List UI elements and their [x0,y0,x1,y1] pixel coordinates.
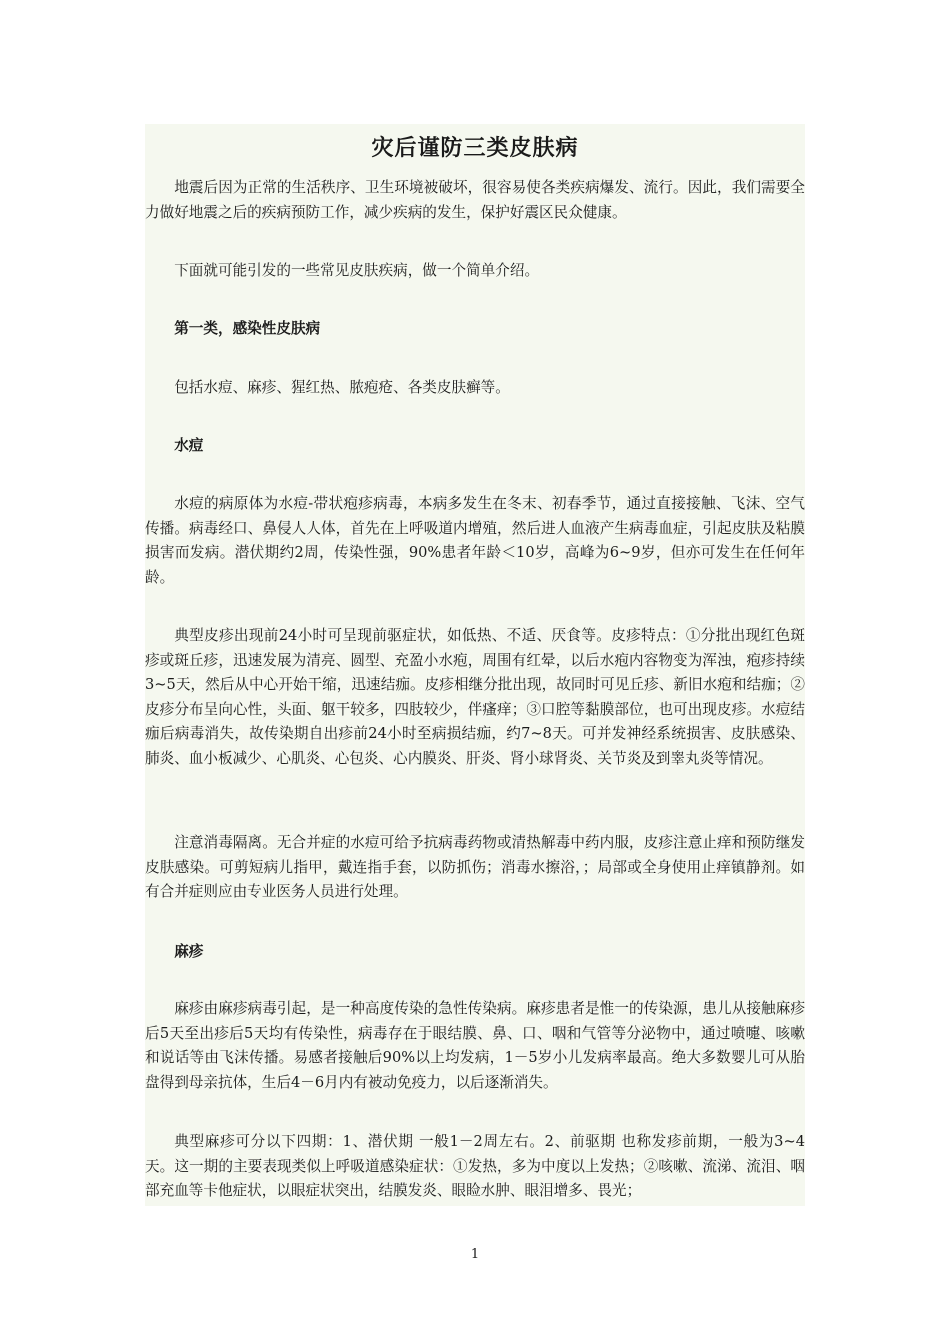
subheading-chickenpox: 水痘 [174,437,204,454]
intro-note-paragraph: 下面就可能引发的一些常见皮肤疾病，做一个简单介绍。 [174,262,540,279]
infectious-list-paragraph: 包括水痘、麻疹、猩红热、脓疱疮、各类皮肤癣等。 [174,379,510,396]
intro-paragraph: 地震后因为正常的生活秩序、卫生环境被破坏，很容易使各类疾病爆发、流行。因此，我们需要全力做好地震之后的疾病预防工作，减少疾病的发生，保护好震区民众健康。 [145,179,805,221]
document-title: 灾后谨防三类皮肤病 [371,135,579,161]
section-heading-infectious: 第一类，感染性皮肤病 [174,320,321,337]
subheading-measles: 麻疹 [174,943,204,960]
chickenpox-symptoms-paragraph: 典型皮疹出现前24小时可呈现前驱症状，如低热、不适、厌食等。皮疹特点：①分批出现红色斑疹或斑丘疹，迅速发展为清亮、圆型、充盈小水疱，周围有红晕，以后水疱内容物变为浑浊，疱疹持续3~5天，然后从中心开始干缩，迅速结痂。皮疹相继分批出现，故同时可见丘疹、新旧水疱和结痂；②皮疹分布呈向心性，头面、躯干较多，四肢较少，伴瘙痒；③口腔等黏膜部位，也可出现皮疹。水痘结痂后病毒消失，故传染期自出疹前24小时至病损结痂，约7~8天。可并发神经系统损害、皮肤感染、肺炎、血小板减少、心肌炎、心包炎、心内膜炎、肝炎、肾小球肾炎、关节炎及到睾丸炎等情况。 [145,627,805,767]
chickenpox-cause-paragraph: 水痘的病原体为水痘-带状疱疹病毒，本病多发生在冬末、初春季节，通过直接接触、飞沫、空气传播。病毒经口、鼻侵人人体，首先在上呼吸道内增殖，然后进人血液产生病毒血症，引起皮肤及粘膜损害而发病。潜伏期约2周，传染性强，90%患者年龄＜10岁，高峰为6~9岁，但亦可发生在任何年龄。 [145,495,805,586]
measles-stages-paragraph: 典型麻疹可分以下四期：1、潜伏期 一般1－2周左右。2、前驱期 也称发疹前期，一般为3~4天。这一期的主要表现类似上呼吸道感染症状：①发热，多为中度以上发热；②咳嗽、流涕、流泪、咽部充血等卡他症状，以眼症状突出，结膜发炎、眼睑水肿、眼泪增多、畏光； [145,1133,805,1199]
page-number: 1 [470,1247,480,1262]
document-page [145,124,805,1206]
chickenpox-treatment-paragraph: 注意消毒隔离。无合并症的水痘可给予抗病毒药物或清热解毒中药内服，皮疹注意止痒和预防继发皮肤感染。可剪短病儿指甲，戴连指手套，以防抓伤；消毒水擦浴，；局部或全身使用止痒镇静剂。如有合并症则应由专业医务人员进行处理。 [145,834,805,900]
measles-cause-paragraph: 麻疹由麻疹病毒引起，是一种高度传染的急性传染病。麻疹患者是惟一的传染源，患儿从接触麻疹后5天至出疹后5天均有传染性，病毒存在于眼结膜、鼻、口、咽和气管等分泌物中，通过喷嚏、咳嗽和说话等由飞沫传播。易感者接触后90%以上均发病，1－5岁小儿发病率最高。绝大多数婴儿可从胎盘得到母亲抗体，生后4－6月内有被动免疫力，以后逐渐消失。 [145,1000,805,1091]
